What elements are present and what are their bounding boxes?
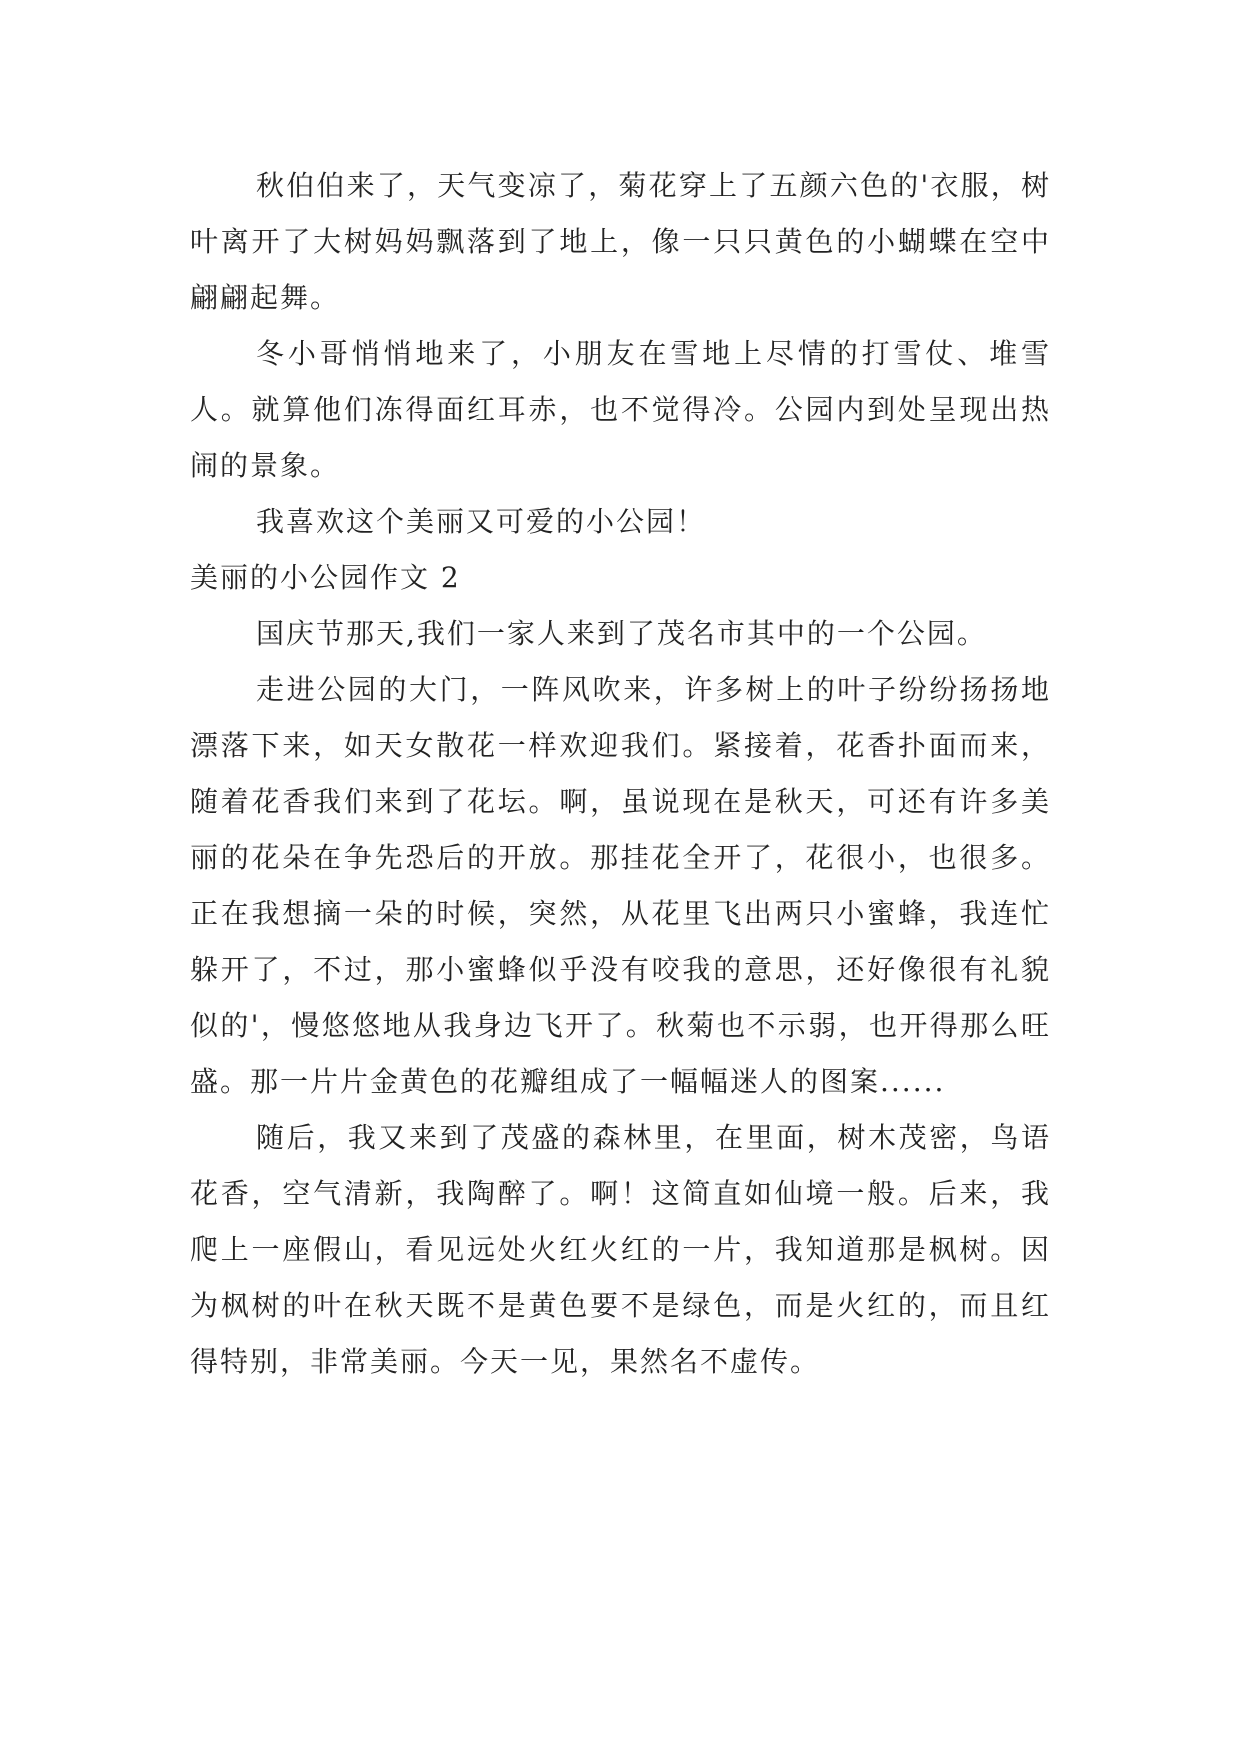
paragraph-park-gate: 走进公园的大门，一阵风吹来，许多树上的叶子纷纷扬扬地漂落下来，如天女散花一样欢迎我们。紧接着，花香扑面而来，随着花香我们来到了花坛。啊，虽说现在是秋天，可还有许多美丽的花朵在争先恐后的开放。那挂花全开了，花很小，也很多。正在我想摘一朵的时候，突然，从花里飞出两只小蜜蜂，我连忙躲开了，不过，那小蜜蜂似乎没有咬我的意思，还好像很有礼貌似的'，慢悠悠地从我身边飞开了。秋菊也不示弱，也开得那么旺盛。那一片片金黄色的花瓣组成了一幅幅迷人的图案...... — [190, 673, 1051, 1098]
paragraph-forest: 随后，我又来到了茂盛的森林里，在里面，树木茂密，鸟语花香，空气清新，我陶醉了。啊！这简直如仙境一般。后来，我爬上一座假山，看见远处火红火红的一片，我知道那是枫树。因为枫树的叶在秋天既不是黄色要不是绿色，而是火红的，而且红得特别，非常美丽。今天一见，果然名不虚传。 — [190, 1121, 1051, 1378]
section-title: 美丽的小公园作文 2 — [190, 561, 461, 594]
paragraph-winter: 冬小哥悄悄地来了，小朋友在雪地上尽情的打雪仗、堆雪人。就算他们冻得面红耳赤，也不觉得冷。公园内到处呈现出热闹的景象。 — [190, 337, 1051, 482]
paragraph-national-day: 国庆节那天,我们一家人来到了茂名市其中的一个公园。 — [256, 617, 987, 650]
paragraph-conclusion: 我喜欢这个美丽又可爱的小公园！ — [256, 505, 707, 538]
document-body — [190, 158, 1051, 1390]
paragraph-autumn: 秋伯伯来了，天气变凉了，菊花穿上了五颜六色的'衣服，树叶离开了大树妈妈飘落到了地上，像一只只黄色的小蝴蝶在空中翩翩起舞。 — [190, 169, 1051, 314]
